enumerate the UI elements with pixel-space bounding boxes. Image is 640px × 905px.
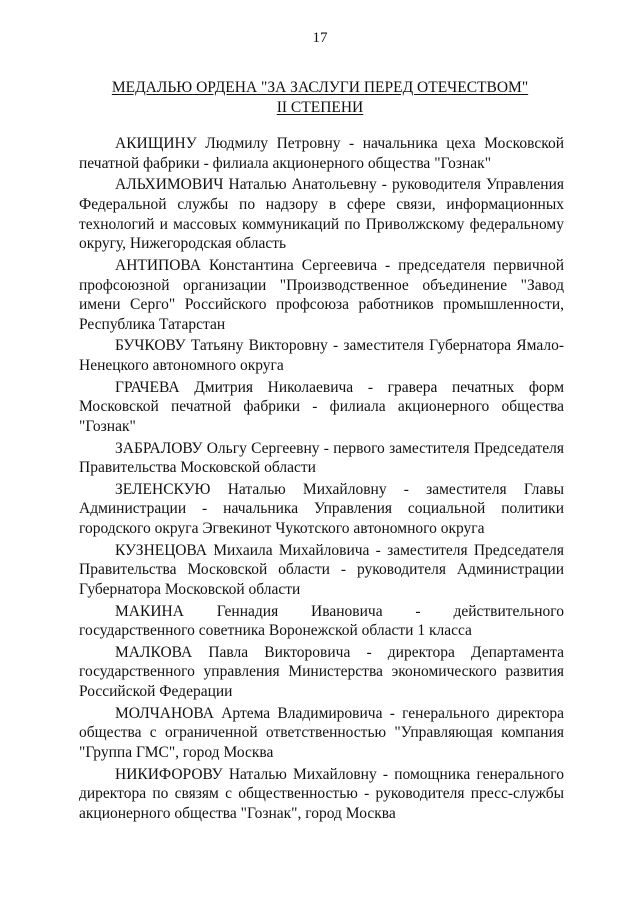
awardee-details: Михаила Михайловича - заместителя Председателя Правительства Московской области - руководителя Администрации Губернатора Московской области <box>79 541 564 599</box>
heading-line-1: МЕДАЛЬЮ ОРДЕНА "ЗА ЗАСЛУГИ ПЕРЕД ОТЕЧЕСТВОМ" <box>111 79 529 96</box>
awardee-details: Константина Сергеевича - председателя первичной профсоюзной организации "Производственное объединение "Завод имени Серго" Российского профсоюза работников промышленности, Республика Татарстан <box>79 256 564 333</box>
section-heading <box>0 78 640 118</box>
awardee-surname: ЗАБРАЛОВУ <box>115 439 203 457</box>
awardee-entry <box>79 480 564 539</box>
awardee-details: Ольгу Сергеевну - первого заместителя Председателя Правительства Московской области <box>79 439 565 477</box>
awardee-entry <box>79 378 564 437</box>
awardee-entry <box>79 336 564 375</box>
awardee-surname: АНТИПОВА <box>115 256 201 274</box>
awardee-entry <box>79 541 564 600</box>
awardee-entry <box>79 643 564 702</box>
awardee-surname: АКИЩИНУ <box>115 135 197 152</box>
awardee-details: Геннадия Ивановича - действительного государственного советника Воронежской области 1 класса <box>79 602 564 640</box>
awardee-details: Артема Владимировича - генерального директора общества с ограниченной ответственностью "Управляющая компания "Группа ГМС", город Москва <box>79 704 565 762</box>
awardee-details: Наталью Михайловну - заместителя Главы Администрации - начальника Управления социальной политики городского округа Эгвекинот Чукотского автономного округа <box>79 480 565 538</box>
awardee-details: Дмитрия Николаевича - гравера печатных форм Московской печатной фабрики - филиала акционерного общества "Гознак" <box>79 378 564 436</box>
awardee-surname: МАКИНА <box>115 602 184 620</box>
awardee-entry <box>79 175 564 254</box>
awardee-surname: МОЛЧАНОВА <box>115 704 214 722</box>
awardee-entry <box>79 134 564 173</box>
awardee-entry <box>79 439 564 478</box>
awardee-surname: ГРАЧЕВА <box>115 378 180 396</box>
awardee-details: Наталью Михайловну - помощника генерального директора по связям с общественностью - руководителя пресс-службы акционерного общества "Гознак", город Москва <box>79 765 564 822</box>
awardee-surname: КУЗНЕЦОВА <box>115 541 207 559</box>
awardee-details: Татьяну Викторовну - заместителя Губернатора Ямало-Ненецкого автономного округа <box>79 337 564 375</box>
awardee-surname: АЛЬХИМОВИЧ <box>115 176 224 194</box>
awardee-surname: БУЧКОВУ <box>115 337 186 355</box>
awardee-surname: НИКИФОРОВУ <box>115 765 223 783</box>
awardee-entry <box>79 256 564 335</box>
awardee-details: Людмилу Петровну - начальника цеха Московской печатной фабрики - филиала акционерного общества "Гознак" <box>79 135 564 172</box>
awardee-list <box>79 134 564 825</box>
awardee-entry <box>79 704 564 763</box>
awardee-details: Павла Викторовича - директора Департамента государственного управления Министерства экономического развития Российской Федерации <box>79 643 565 701</box>
page-number: 17 <box>312 30 328 46</box>
awardee-surname: МАЛКОВА <box>115 643 193 661</box>
heading-line-2: II СТЕПЕНИ <box>276 99 364 116</box>
awardee-details: Наталью Анатольевну - руководителя Управления Федеральной службы по надзору в сфере связи, информационных технологий и массовых коммуникаций по Приволжскому федеральному округу, Нижегородская область <box>79 176 564 253</box>
awardee-surname: ЗЕЛЕНСКУЮ <box>115 480 211 498</box>
awardee-entry <box>79 602 564 641</box>
awardee-entry <box>79 765 564 824</box>
